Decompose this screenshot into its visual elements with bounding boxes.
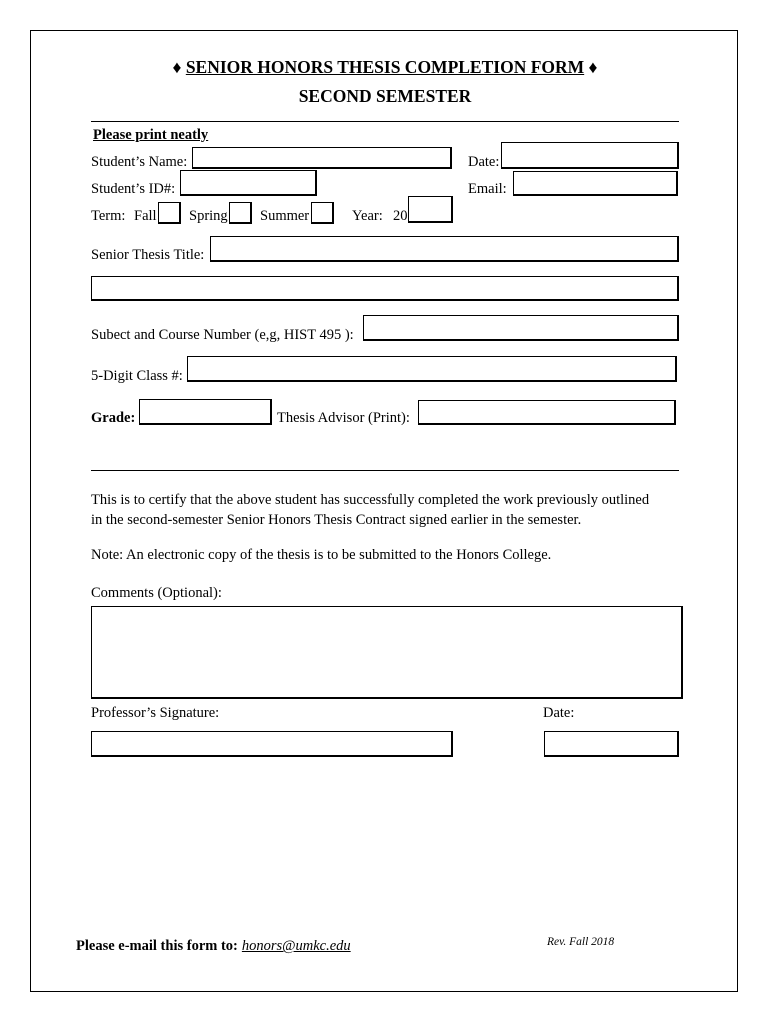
comments-label: Comments (Optional): [91, 585, 222, 601]
date-label: Date: [468, 154, 500, 170]
form-subtitle: SECOND SEMESTER [298, 86, 472, 106]
note-text: Note: An electronic copy of the thesis is to be submitted to the Honors College. [91, 547, 552, 563]
fall-checkbox[interactable] [158, 202, 181, 224]
summer-label: Summer [260, 208, 310, 224]
email-prompt: Please e-mail this form to: [76, 938, 238, 954]
spring-label: Spring [189, 208, 228, 224]
email-label: Email: [468, 181, 507, 197]
student-name-field[interactable] [192, 147, 452, 169]
year-field[interactable] [408, 196, 453, 223]
student-name-label: Student’s Name: [91, 154, 188, 170]
form-title [0, 57, 770, 78]
class-number-label: 5-Digit Class #: [91, 368, 183, 384]
course-field[interactable] [363, 315, 679, 341]
student-id-field[interactable] [180, 170, 317, 196]
advisor-field[interactable] [418, 400, 676, 425]
certify-text-line1: This is to certify that the above student has successfully completed the work previously outlined [91, 492, 650, 508]
thesis-title-label: Senior Thesis Title: [91, 247, 205, 263]
diamond-icon: ♦ [172, 57, 182, 77]
grade-label: Grade: [91, 410, 136, 426]
thesis-title-field-line2[interactable] [91, 276, 679, 301]
email-link[interactable]: honors@umkc.edu [241, 938, 351, 954]
signature-label: Professor’s Signature: [91, 705, 220, 721]
revision-note: Rev. Fall 2018 [547, 936, 615, 948]
print-neatly-instruction: Please print neatly [93, 127, 209, 143]
comments-field[interactable] [91, 606, 683, 699]
date-field[interactable] [501, 142, 679, 169]
signature-date-label: Date: [543, 705, 575, 721]
diamond-icon: ♦ [588, 57, 598, 77]
advisor-label: Thesis Advisor (Print): [277, 410, 410, 426]
divider-top [91, 121, 679, 122]
year-prefix: 20 [393, 208, 408, 224]
year-label: Year: [352, 208, 383, 224]
course-label: Subect and Course Number (e,g, HIST 495 ): [91, 327, 354, 343]
certify-text-line2: in the second-semester Senior Honors Thesis Contract signed earlier in the semester. [91, 512, 582, 528]
student-id-label: Student’s ID#: [91, 181, 176, 197]
form-title-text: SENIOR HONORS THESIS COMPLETION FORM [185, 57, 585, 77]
spring-checkbox[interactable] [229, 202, 252, 224]
grade-field[interactable] [139, 399, 272, 425]
footer [76, 937, 351, 955]
email-field[interactable] [513, 171, 678, 196]
signature-field[interactable] [91, 731, 453, 757]
summer-checkbox[interactable] [311, 202, 334, 224]
divider-middle [91, 470, 679, 471]
signature-date-field[interactable] [544, 731, 679, 757]
thesis-title-field[interactable] [210, 236, 679, 262]
term-label: Term: [91, 208, 126, 224]
class-number-field[interactable] [187, 356, 677, 382]
fall-label: Fall [134, 208, 157, 224]
